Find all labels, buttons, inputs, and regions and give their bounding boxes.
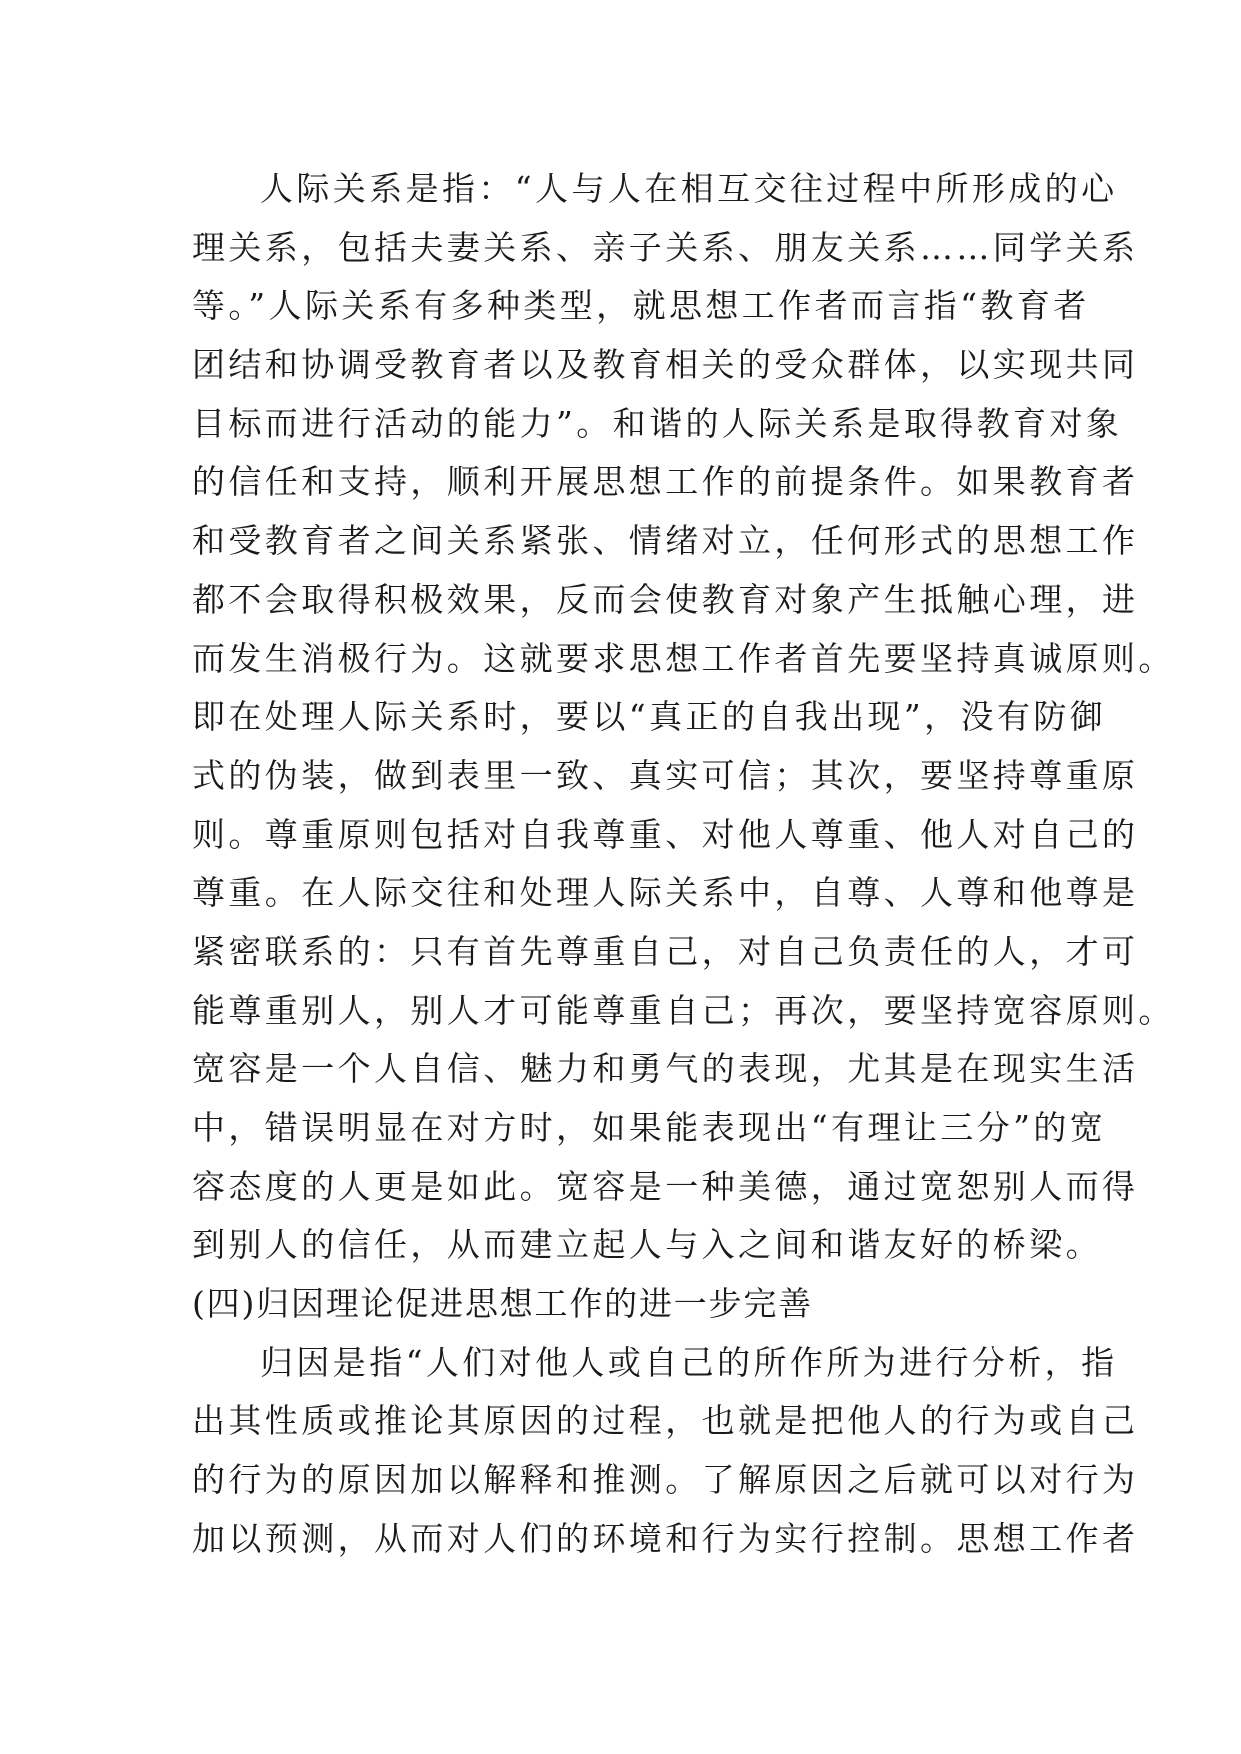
text-line: 人际关系是指：“人与人在相互交往过程中所形成的心 <box>260 169 1118 208</box>
text-line: 紧密联系的：只有首先尊重自己，对自己负责任的人，才可 <box>192 931 1139 971</box>
text-line: 目标而进行活动的能力”。和谐的人际关系是取得教育对象 <box>192 403 1123 443</box>
text-line: 中，错误明显在对方时，如果能表现出“有理让三分”的宽 <box>192 1108 1107 1147</box>
text-line: 式的伪装，做到表里一致、真实可信；其次，要坚持尊重原 <box>192 755 1139 795</box>
text-line: 尊重。在人际交往和处理人际关系中，自尊、人尊和他尊是 <box>192 873 1139 913</box>
text-line: 即在处理人际关系时，要以“真正的自我出现”，没有防御 <box>192 697 1107 737</box>
text-line: 加以预测，从而对人们的环境和行为实行控制。思想工作者 <box>192 1518 1139 1558</box>
text-line: 能尊重别人，别人才可能尊重自己；再次，要坚持宽容原则。 <box>192 990 1175 1030</box>
text-line: 容态度的人更是如此。宽容是一种美德，通过宽恕别人而得 <box>192 1166 1139 1206</box>
text-line: 出其性质或推论其原因的过程，也就是把他人的行为或自己 <box>192 1401 1139 1441</box>
text-line: 归因是指“人们对他人或自己的所作所为进行分析，指 <box>260 1342 1118 1382</box>
document-body <box>192 160 1175 1569</box>
text-line: 的信任和支持，顺利开展思想工作的前提条件。如果教育者 <box>192 462 1139 502</box>
text-line: 理关系，包括夫妻关系、亲子关系、朋友关系……同学关系 <box>192 227 1139 267</box>
text-line: 则。尊重原则包括对自我尊重、对他人尊重、他人对自己的 <box>192 814 1139 854</box>
text-line: 都不会取得积极效果，反而会使教育对象产生抵触心理，进 <box>192 579 1139 619</box>
section-heading: (四)归因理论促进思想工作的进一步完善 <box>192 1284 813 1324</box>
text-line: 和受教育者之间关系紧张、情绪对立，任何形式的思想工作 <box>192 521 1139 561</box>
text-line: 等。”人际关系有多种类型，就思想工作者而言指“教育者 <box>192 286 1090 326</box>
text-line: 到别人的信任，从而建立起人与入之间和谐友好的桥梁。 <box>192 1225 1102 1265</box>
text-line: 而发生消极行为。这就要求思想工作者首先要坚持真诚原则。 <box>192 638 1175 678</box>
text-line: 宽容是一个人自信、魅力和勇气的表现，尤其是在现实生活 <box>192 1049 1139 1089</box>
text-line: 的行为的原因加以解释和推测。了解原因之后就可以对行为 <box>192 1460 1139 1500</box>
text-line: 团结和协调受教育者以及教育相关的受众群体，以实现共同 <box>192 345 1139 385</box>
